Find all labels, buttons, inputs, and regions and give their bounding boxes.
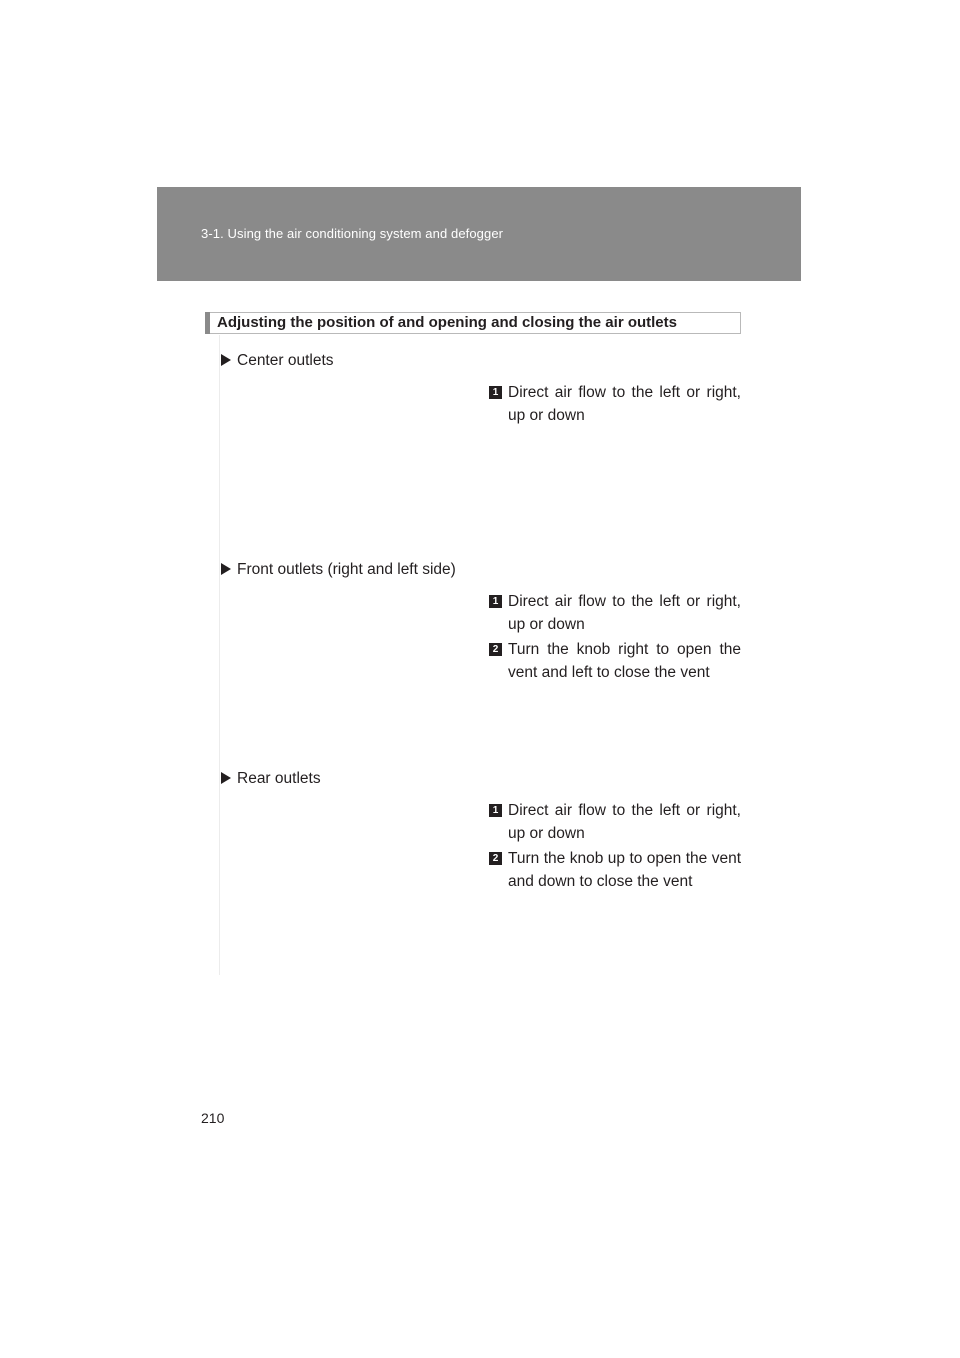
step-text: Turn the knob up to open the vent and down to close the vent <box>508 850 741 890</box>
step-item <box>489 847 741 893</box>
step-item <box>489 590 741 636</box>
step-number-badge: 2 <box>489 852 502 865</box>
step-number-badge: 1 <box>489 386 502 399</box>
section-title: Adjusting the position of and opening and closing the air outlets <box>217 314 677 331</box>
subsection-heading-center: Center outlets <box>221 352 334 370</box>
section-title-box <box>205 312 741 334</box>
step-item <box>489 381 741 427</box>
step-text: Direct air flow to the left or right, up or down <box>508 384 741 424</box>
chapter-section-label: 3-1. Using the air conditioning system and defogger <box>201 226 504 241</box>
content-divider <box>219 335 220 975</box>
step-text: Direct air flow to the left or right, up or down <box>508 802 741 842</box>
triangle-bullet-icon <box>221 354 231 366</box>
page-number: 210 <box>201 1110 225 1126</box>
step-number-badge: 1 <box>489 804 502 817</box>
step-text: Turn the knob right to open the vent and left to close the vent <box>508 641 741 681</box>
triangle-bullet-icon <box>221 772 231 784</box>
subsection-heading-front: Front outlets (right and left side) <box>221 561 456 579</box>
step-number-badge: 1 <box>489 595 502 608</box>
chapter-header <box>157 187 801 281</box>
subsection-heading-rear: Rear outlets <box>221 770 321 788</box>
step-item <box>489 638 741 684</box>
step-item <box>489 799 741 845</box>
step-number-badge: 2 <box>489 643 502 656</box>
step-text: Direct air flow to the left or right, up or down <box>508 593 741 633</box>
triangle-bullet-icon <box>221 563 231 575</box>
section-title-bar <box>205 312 210 334</box>
